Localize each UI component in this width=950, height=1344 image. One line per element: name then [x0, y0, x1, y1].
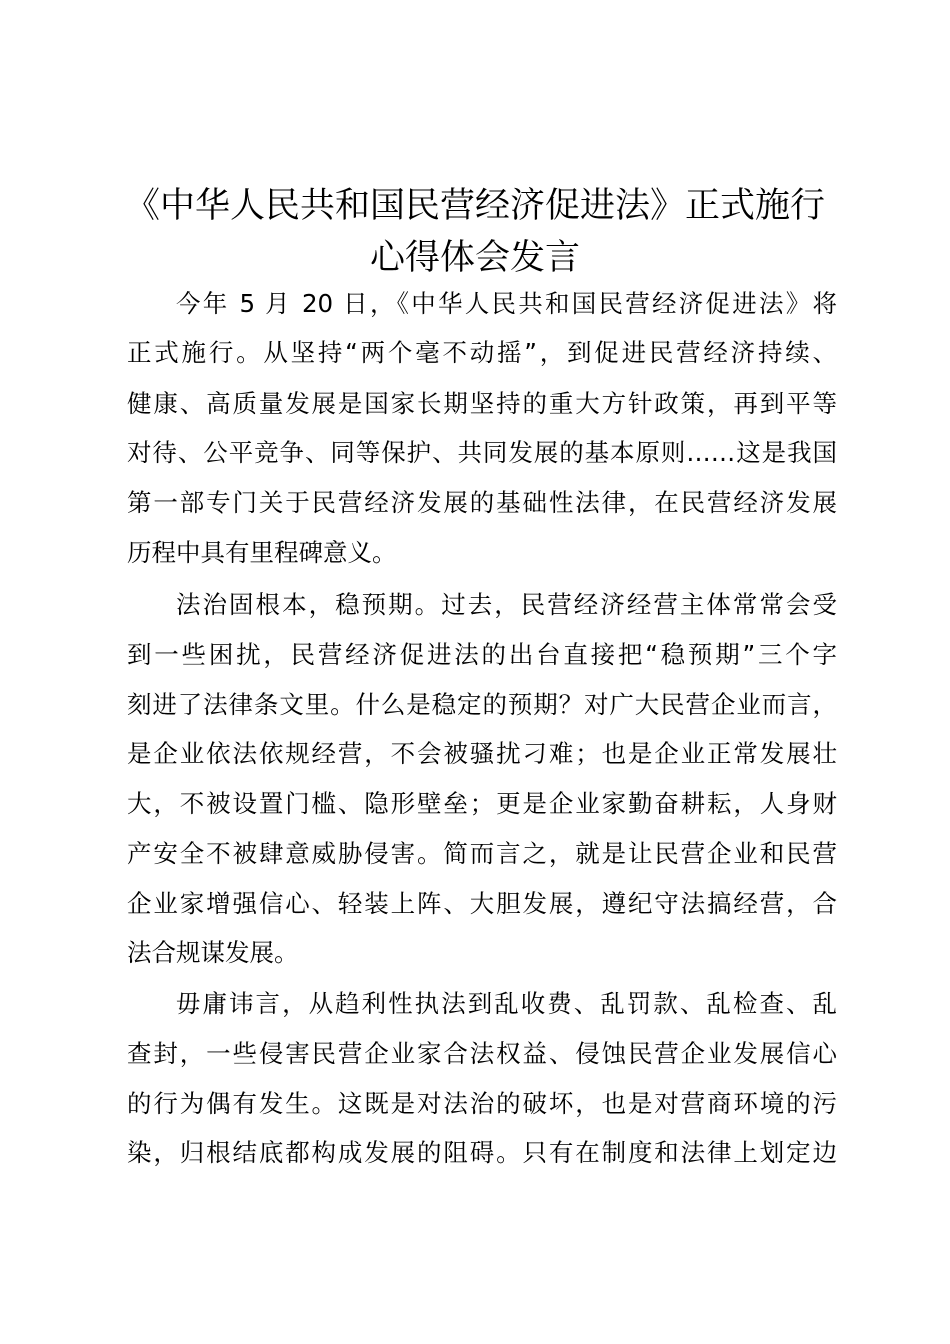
paragraph-line: 刻进了法律条文里。什么是稳定的预期？对广大民营企业而言，	[127, 690, 837, 719]
paragraph-line: 历程中具有里程碑意义。	[127, 538, 397, 567]
paragraph-line: 法合规谋发展。	[127, 938, 299, 967]
paragraph-line: 法治固根本，稳预期。过去，民营经济经营主体常常会受	[176, 590, 837, 619]
paragraph-line: 产安全不被肆意威胁侵害。简而言之，就是让民营企业和民营	[127, 839, 837, 868]
document-title	[100, 180, 850, 284]
title-line-1: 《中华人民共和国民营经济促进法》正式施行	[124, 186, 825, 226]
paragraph-line: 到一些困扰，民营经济促进法的出台直接把“稳预期”三个字	[127, 640, 837, 669]
paragraph-line: 对待、公平竞争、同等保护、共同发展的基本原则……这是我国	[127, 438, 837, 467]
paragraph-line: 的行为偶有发生。这既是对法治的破坏，也是对营商环境的污	[127, 1089, 837, 1118]
paragraph-line: 企业家增强信心、轻装上阵、大胆发展，遵纪守法搞经营，合	[127, 889, 837, 918]
paragraph-line: 今年 5 月 20 日，《中华人民共和国民营经济促进法》将	[176, 289, 837, 318]
paragraph-line: 染，归根结底都构成发展的阻碍。只有在制度和法律上划定边	[127, 1138, 837, 1167]
paragraph-line: 是企业依法依规经营，不会被骚扰刁难；也是企业正常发展壮	[127, 739, 837, 768]
paragraph-line: 第一部专门关于民营经济发展的基础性法律，在民营经济发展	[127, 488, 837, 517]
paragraph-line: 大，不被设置门槛、隐形壁垒；更是企业家勤奋耕耘，人身财	[127, 789, 837, 818]
paragraph-line: 查封，一些侵害民营企业家合法权益、侵蚀民营企业发展信心	[127, 1039, 837, 1068]
title-line-2: 心得体会发言	[369, 238, 580, 278]
paragraph-line: 毋庸讳言，从趋利性执法到乱收费、乱罚款、乱检查、乱	[176, 989, 837, 1018]
paragraph-line: 正式施行。从坚持“两个毫不动摇”，到促进民营经济持续、	[127, 338, 837, 367]
paragraph-line: 健康、高质量发展是国家长期坚持的重大方针政策，再到平等	[127, 389, 837, 418]
